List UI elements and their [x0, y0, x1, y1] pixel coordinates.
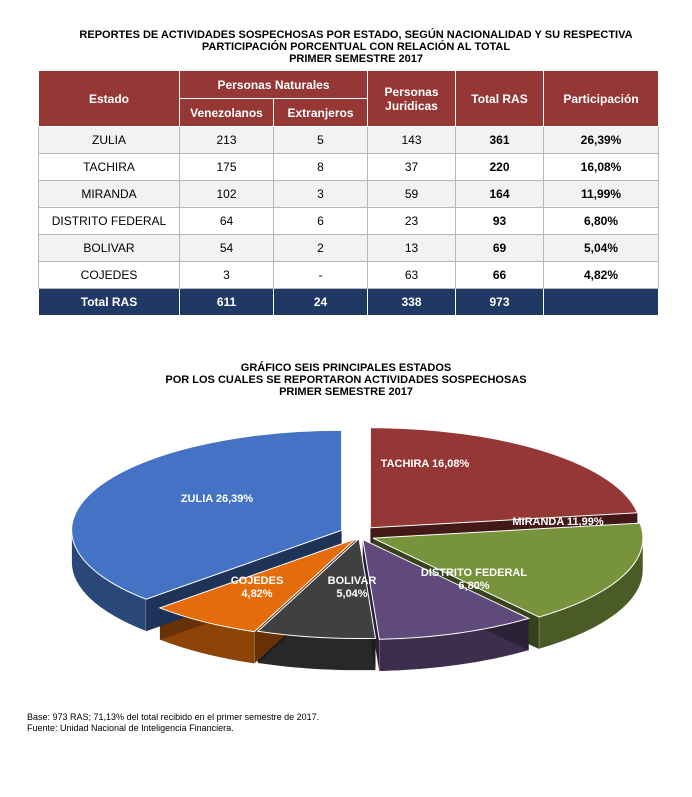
total-venezolanos: 611: [180, 289, 274, 316]
cell-participacion: 4,82%: [544, 262, 659, 289]
cell-participacion: 16,08%: [544, 154, 659, 181]
note-fuente: Fuente: Unidad Nacional de Inteligencia Financiera.: [27, 723, 234, 733]
total-label: Total RAS: [39, 289, 180, 316]
cell-estado: BOLIVAR: [39, 235, 180, 262]
table-title-line-1: REPORTES DE ACTIVIDADES SOSPECHOSAS POR ESTADO, SEGÚN NACIONALIDAD Y SU RESPECTIVA: [79, 29, 633, 41]
cell-venezolanos: 102: [180, 181, 274, 208]
cell-estado: MIRANDA: [39, 181, 180, 208]
header-estado: Estado: [39, 71, 180, 127]
header-personas-naturales: Personas Naturales: [180, 71, 368, 99]
header-participacion: Participación: [544, 71, 659, 127]
table-title-line-3: PRIMER SEMESTRE 2017: [289, 53, 423, 65]
cell-total: 361: [456, 127, 544, 154]
cell-extranjeros: 8: [274, 154, 368, 181]
chart-title-line-3: PRIMER SEMESTRE 2017: [279, 386, 413, 398]
cell-juridicas: 143: [368, 127, 456, 154]
chart-title-line-1: GRÁFICO SEIS PRINCIPALES ESTADOS: [240, 362, 452, 374]
cell-extranjeros: 2: [274, 235, 368, 262]
cell-juridicas: 63: [368, 262, 456, 289]
total-extranjeros: 24: [274, 289, 368, 316]
cell-juridicas: 23: [368, 208, 456, 235]
notes: [27, 712, 319, 734]
cell-juridicas: 59: [368, 181, 456, 208]
slice-label-bolivar: BOLIVAR 5,04%: [327, 575, 377, 600]
slice-label-tachira: TACHIRA 16,08%: [380, 458, 470, 470]
cell-extranjeros: 5: [274, 127, 368, 154]
cell-juridicas: 13: [368, 235, 456, 262]
cell-venezolanos: 213: [180, 127, 274, 154]
cell-total: 66: [456, 262, 544, 289]
slice-label-zulia: ZULIA 26,39%: [180, 493, 254, 505]
cell-venezolanos: 64: [180, 208, 274, 235]
total-juridicas: 338: [368, 289, 456, 316]
cell-extranjeros: -: [274, 262, 368, 289]
total-ras: 973: [456, 289, 544, 316]
slice-label-miranda: MIRANDA 11,99%: [512, 516, 604, 528]
cell-participacion: 5,04%: [544, 235, 659, 262]
cell-extranjeros: 6: [274, 208, 368, 235]
header-venezolanos: Venezolanos: [180, 99, 274, 127]
slice-tachira: [370, 428, 637, 528]
cell-total: 220: [456, 154, 544, 181]
cell-estado: ZULIA: [39, 127, 180, 154]
cell-total: 93: [456, 208, 544, 235]
cell-total: 69: [456, 235, 544, 262]
cell-estado: COJEDES: [39, 262, 180, 289]
cell-participacion: 6,80%: [544, 208, 659, 235]
slice-label-cojedes: COJEDES 4,82%: [230, 575, 284, 600]
cell-participacion: 11,99%: [544, 181, 659, 208]
header-extranjeros: Extranjeros: [274, 99, 368, 127]
note-base: Base: 973 RAS; 71,13% del total recibido en el primer semestre de 2017.: [27, 712, 320, 722]
slice-label-distrito-federal: DISTRITO FEDERAL 6,80%: [420, 567, 528, 592]
cell-estado: TACHIRA: [39, 154, 180, 181]
cell-venezolanos: 3: [180, 262, 274, 289]
header-personas-juridicas: Personas Juridicas: [368, 71, 456, 127]
cell-estado: DISTRITO FEDERAL: [39, 208, 180, 235]
cell-participacion: 26,39%: [544, 127, 659, 154]
cell-juridicas: 37: [368, 154, 456, 181]
cell-total: 164: [456, 181, 544, 208]
header-total-ras: Total RAS: [456, 71, 544, 127]
cell-extranjeros: 3: [274, 181, 368, 208]
cell-venezolanos: 54: [180, 235, 274, 262]
table-title-line-2: PARTICIPACIÓN PORCENTUAL CON RELACIÓN AL TOTAL: [201, 41, 511, 53]
chart-title-line-2: POR LOS CUALES SE REPORTARON ACTIVIDADES SOSPECHOSAS: [165, 374, 527, 386]
cell-venezolanos: 175: [180, 154, 274, 181]
